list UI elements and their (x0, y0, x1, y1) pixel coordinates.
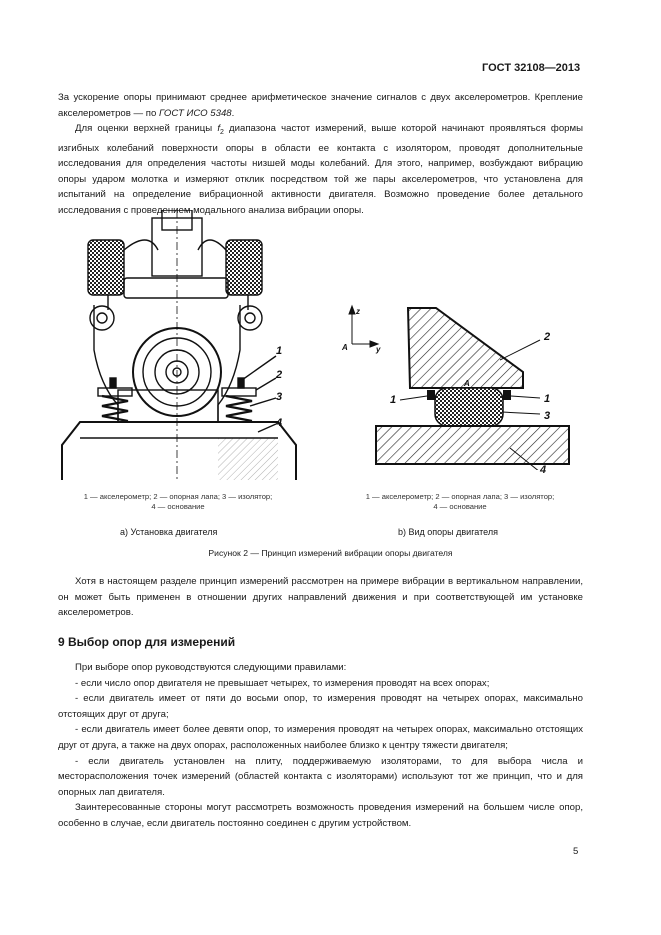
intro-text (58, 90, 583, 219)
label-accelerometer: 1 (276, 345, 283, 357)
point-a-label: A (464, 379, 470, 388)
label-support-foot-b: 2 (544, 331, 551, 343)
section-title: 9 Выбор опор для измерений (58, 635, 236, 649)
figure-b-subtitle: b) Вид опоры двигателя (398, 527, 498, 537)
rule-item: - если двигатель имеет от пяти до восьми опор, то измерения проводят на четырех опорах, максимально отстоящих друг от друга; (58, 693, 583, 720)
label-isolator: 3 (276, 391, 283, 403)
section-body (58, 660, 583, 832)
intro-paragraph-1: За ускорение опоры принимают среднее арифметическое значение сигналов с двух акселерометров. Крепление акселерометров — по ГОСТ ИСО 5348. (58, 92, 583, 119)
label-support-foot: 2 (276, 369, 283, 381)
section-closing: Заинтересованные стороны могут рассмотреть возможность проведения измерений на большем числе опор, особенно в случае, если двигатель постоянно соединен с другим устройством. (58, 802, 583, 829)
figure-title: Рисунок 2 — Принцип измерений вибрации опоры двигателя (208, 548, 453, 558)
rule-item: - если двигатель имеет более девяти опор, то измерения проводят на четырех опорах, максимально отстоящих друг от друга, а также на двух опорах, расположенных наиболее близко к центру тяжести двигателя; (58, 724, 583, 751)
figure-b-legend: 1 — акселерометр; 2 — опорная лапа; 3 — изолятор; 4 — основание (365, 492, 555, 511)
label-base: 4 (276, 417, 283, 429)
label-accelerometer-b-right: 1 (544, 393, 551, 405)
label-accelerometer-b-left: 1 (390, 394, 397, 406)
engine-installation-drawing (58, 210, 298, 480)
after-figure-paragraph: Хотя в настоящем разделе принцип измерений рассмотрен на примере вибрации в вертикальном направлении, он может быть применен в отношении других направлений движения и при соответствующей им установке акселерометров. (58, 576, 583, 619)
intro-paragraph-2: Для оценки верхней границы $f_2$ диапазона частот измерений, выше которой начинают проявляться формы изгибных колебаний поверхности опоры в области ее контакта с изолятором, проводят дополнительные исследования для определения частоты низшей моды колебаний. Для этого, например, возбуждают вибрацию опоры ударом молотка и измеряют отклик посредством той же пары акселерометров, что установлена для испытаний на определение вибрационной активности двигателя. Возможно проведение более детального исследования с проведением модального анализа вибрации опоры. (58, 123, 583, 217)
axis-a-label: A (342, 343, 348, 352)
section-lead: При выборе опор руководствуются следующими правилами: (75, 662, 347, 673)
figure-a-subtitle: а) Установка двигателя (120, 527, 218, 537)
rule-item: - если число опор двигателя не превышает четырех, то измерения проводят на всех опорах; (75, 677, 490, 689)
standard-reference: ГОСТ ИСО 5348 (158, 107, 232, 119)
axis-z-label: z (356, 307, 360, 316)
rule-item: - если двигатель установлен на плиту, поддерживаемую изоляторами, то для выбора числа и месторасположения точек измерений (областей контакта с изоляторами) используют тот же принцип, что и для опорных лап двигателя. (58, 755, 583, 798)
axis-y-label: y (376, 345, 381, 354)
label-base-b: 4 (540, 464, 547, 476)
support-view-drawing (340, 300, 585, 470)
label-isolator-b: 3 (544, 410, 551, 422)
figure-a-legend: 1 — акселерометр; 2 — опорная лапа; 3 — изолятор; 4 — основание (83, 492, 273, 511)
page-number: 5 (573, 846, 579, 857)
standard-header: ГОСТ 32108—2013 (482, 62, 581, 74)
